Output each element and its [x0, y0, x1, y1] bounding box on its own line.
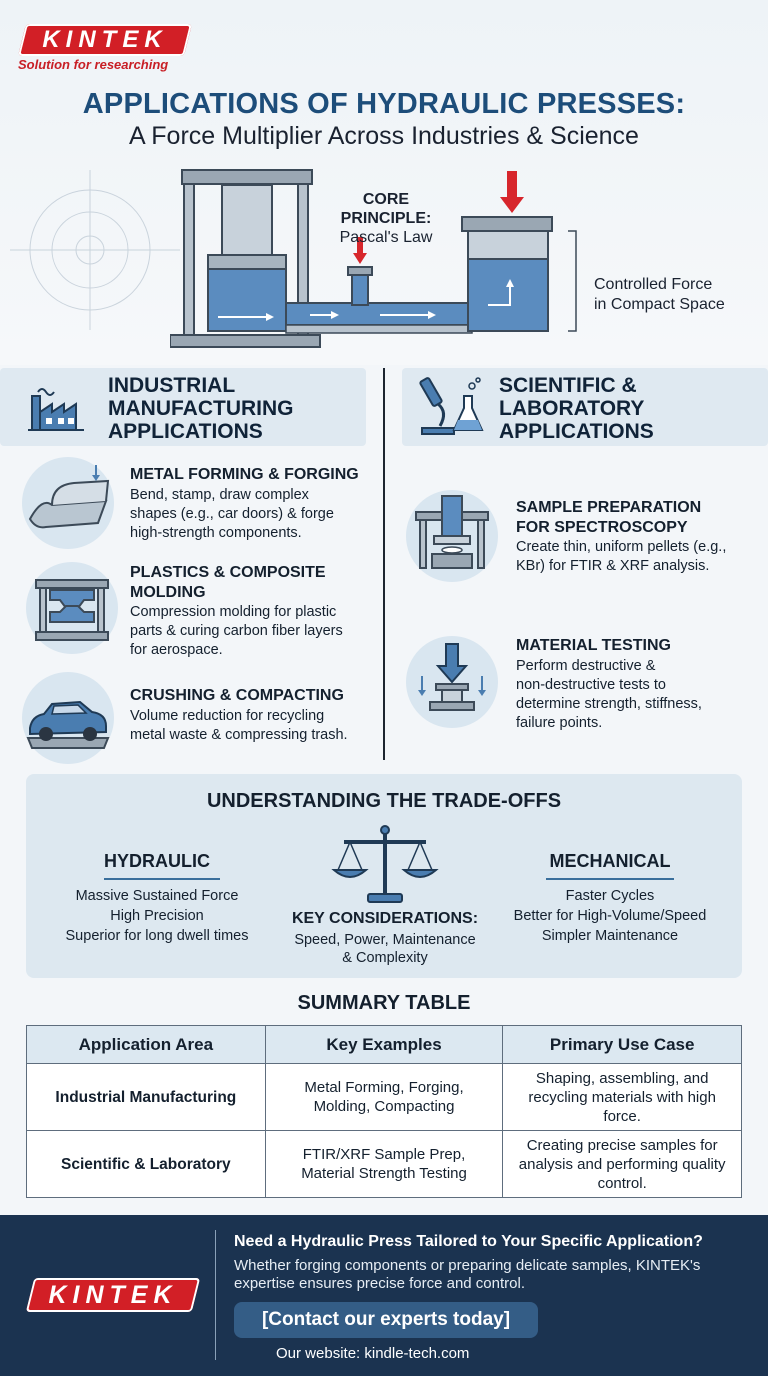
- cta-line: Whether forging components or preparing delicate samples, KINTEK's: [234, 1257, 701, 1274]
- sample-prep-description: [516, 538, 726, 576]
- scientific-heading-line-3: APPLICATIONS: [499, 420, 654, 443]
- desc-line: Compression molding for plastic: [130, 604, 337, 620]
- summary-title: SUMMARY TABLE: [297, 992, 471, 1014]
- website-link[interactable]: Our website: kindle-tech.com: [276, 1345, 470, 1362]
- cta-line: expertise ensures precise force and control.: [234, 1275, 525, 1292]
- industrial-section-header: [0, 368, 366, 446]
- cta-text: [234, 1257, 754, 1293]
- tagline: Solution for researching: [18, 57, 169, 72]
- material-testing-description: [516, 657, 702, 733]
- industrial-heading: [108, 374, 293, 443]
- desc-line: determine strength, stiffness,: [516, 696, 702, 712]
- cell-line: Metal Forming, Forging,: [304, 1079, 464, 1096]
- footer-divider: [215, 1230, 216, 1360]
- cell-line: force.: [603, 1107, 641, 1125]
- cell-line: Creating precise samples for: [526, 1136, 718, 1154]
- table-header-row: [27, 1026, 742, 1064]
- logo-text: KINTEK: [42, 26, 168, 53]
- metal-sheet-icon: [22, 457, 114, 549]
- table-row: [27, 1131, 742, 1198]
- cell-area: Scientific & Laboratory: [27, 1131, 266, 1198]
- hydraulic-points: [37, 886, 277, 946]
- scientific-heading-line-2: LABORATORY: [499, 397, 645, 420]
- key-line: Speed, Power, Maintenance: [294, 932, 476, 948]
- cell-line: Molding, Compacting: [313, 1098, 455, 1115]
- cell-line: Material Strength Testing: [301, 1165, 467, 1182]
- force-line-1: Controlled Force: [594, 276, 713, 293]
- metal-forming-description: [130, 486, 334, 543]
- title-line: SAMPLE PREPARATION: [516, 499, 702, 516]
- contact-experts-button[interactable]: [Contact our experts today]: [234, 1302, 538, 1338]
- key-line: & Complexity: [342, 950, 428, 966]
- cell-area: Industrial Manufacturing: [27, 1064, 266, 1131]
- summary-table: [26, 1025, 742, 1198]
- tradeoffs-title: UNDERSTANDING THE TRADE-OFFS: [206, 790, 562, 812]
- industrial-heading-line-3: APPLICATIONS: [108, 420, 263, 443]
- scientific-heading-line-1: SCIENTIFIC &: [499, 374, 637, 397]
- title-line: FOR SPECTROSCOPY: [516, 519, 688, 536]
- desc-line: Create thin, uniform pellets (e.g.,: [516, 539, 727, 555]
- desc-line: high-strength components.: [130, 525, 302, 541]
- desc-line: for aerospace.: [130, 642, 223, 658]
- mechanical-points: [490, 886, 730, 946]
- scientific-section-header: [402, 368, 768, 446]
- mechanical-point: Simpler Maintenance: [541, 928, 679, 944]
- hydraulic-point: High Precision: [110, 908, 204, 924]
- controlled-force-label: [594, 275, 764, 315]
- crushing-compacting-title: CRUSHING & COMPACTING: [130, 687, 344, 704]
- cell-line: analysis and performing quality: [518, 1155, 726, 1173]
- plastics-molding-description: [130, 603, 343, 660]
- kintek-logo[interactable]: [18, 24, 192, 56]
- column-header: Key Examples: [265, 1026, 503, 1064]
- desc-line: Volume reduction for recycling: [130, 708, 325, 724]
- table-row: [27, 1064, 742, 1131]
- desc-line: metal waste & compressing trash.: [130, 727, 348, 743]
- desc-line: Bend, stamp, draw complex: [130, 487, 309, 503]
- mechanical-underline: [546, 878, 674, 880]
- cell-line: control.: [597, 1174, 647, 1192]
- cta-title: Need a Hydraulic Press Tailored to Your Specific Application?: [234, 1233, 703, 1250]
- hydraulic-point: Superior for long dwell times: [65, 928, 249, 944]
- key-considerations-text: [276, 931, 494, 967]
- page-subtitle: A Force Multiplier Across Industries & Science: [129, 122, 639, 150]
- desc-line: non-destructive tests to: [516, 677, 666, 693]
- mechanical-heading: MECHANICAL: [549, 851, 671, 871]
- scientific-heading: [499, 374, 654, 443]
- core-principle-heading: CORE PRINCIPLE:: [340, 191, 432, 227]
- material-test-icon: [406, 636, 498, 728]
- cell-examples: [265, 1064, 503, 1131]
- page-title: APPLICATIONS OF HYDRAULIC PRESSES:: [82, 88, 686, 120]
- column-header: Primary Use Case: [503, 1026, 742, 1064]
- sample-prep-title: [516, 498, 701, 538]
- hydraulic-heading: HYDRAULIC: [104, 851, 210, 871]
- column-header: Application Area: [27, 1026, 266, 1064]
- crushing-compacting-description: [130, 707, 348, 745]
- core-principle-label: [318, 190, 454, 247]
- column-divider: [383, 368, 385, 760]
- balance-scale-icon: [330, 820, 440, 908]
- desc-line: shapes (e.g., car doors) & forge: [130, 506, 334, 522]
- mold-icon: [26, 562, 118, 654]
- force-line-2: in Compact Space: [594, 296, 725, 313]
- industrial-heading-line-2: MANUFACTURING: [108, 397, 294, 420]
- desc-line: KBr) for FTIR & XRF analysis.: [516, 558, 710, 574]
- mechanical-point: Faster Cycles: [565, 888, 655, 904]
- industrial-heading-line-1: INDUSTRIAL: [108, 374, 236, 397]
- pellet-press-icon: [406, 490, 498, 582]
- metal-forming-title: METAL FORMING & FORGING: [130, 466, 359, 483]
- mechanical-point: Better for High-Volume/Speed: [513, 908, 707, 924]
- core-principle-value: Pascal's Law: [339, 229, 433, 246]
- title-line: MOLDING: [130, 584, 206, 601]
- desc-line: failure points.: [516, 715, 603, 731]
- cell-line: Shaping, assembling, and: [535, 1069, 709, 1087]
- footer-kintek-logo[interactable]: [26, 1278, 200, 1312]
- cell-line: FTIR/XRF Sample Prep,: [302, 1146, 466, 1163]
- footer-logo-text: KINTEK: [48, 1281, 178, 1309]
- title-line: PLASTICS & COMPOSITE: [130, 564, 326, 581]
- factory-icon: [24, 374, 88, 438]
- cell-use: [503, 1064, 742, 1131]
- hydraulic-underline: [104, 878, 220, 880]
- plastics-molding-title: [130, 563, 326, 603]
- cell-examples: [265, 1131, 503, 1198]
- key-considerations-title: KEY CONSIDERATIONS:: [291, 910, 479, 927]
- desc-line: Perform destructive &: [516, 658, 656, 674]
- cell-use: [503, 1131, 742, 1198]
- hydraulic-point: Massive Sustained Force: [75, 888, 239, 904]
- microscope-icon: [416, 374, 488, 440]
- cell-line: recycling materials with high: [528, 1088, 716, 1106]
- crushed-car-icon: [22, 672, 114, 764]
- material-testing-title: MATERIAL TESTING: [516, 637, 671, 654]
- desc-line: parts & curing carbon fiber layers: [130, 623, 343, 639]
